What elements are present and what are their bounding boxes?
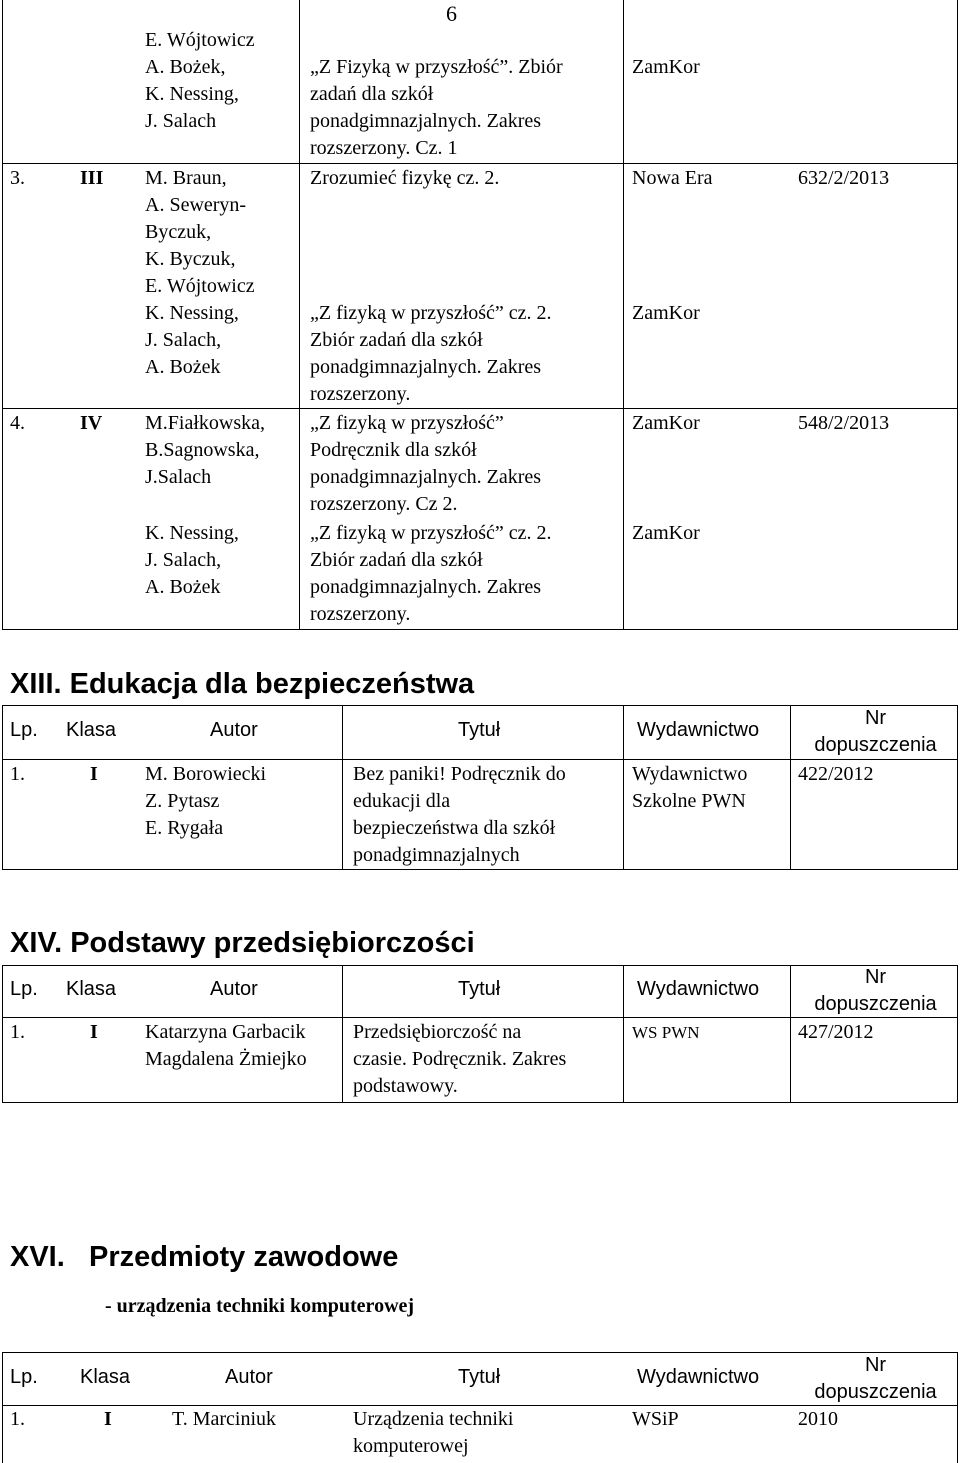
table-cell-wydawnictwo: ZamKor [632, 522, 700, 544]
table-cell-tytul: „Z Fizyką w przyszłość”. Zbiór zadań dla szkół ponadgimnazjalnych. Zakres rozszerzony. Cz. 1 [310, 56, 563, 159]
table-cell-tytul: Przedsiębiorczość na czasie. Podręcznik. Zakres podstawowy. [353, 1021, 567, 1097]
table-cell-nr: 2010 [798, 1408, 838, 1430]
table-cell-wydawnictwo: Nowa Era [632, 167, 713, 189]
table-cell-wydawnictwo: Wydawnictwo Szkolne PWN [632, 763, 748, 812]
table-border [623, 965, 624, 1102]
column-header-nr: Nr dopuszczenia [814, 707, 937, 756]
section-heading-xiii: XIII. Edukacja dla bezpieczeństwa [10, 668, 475, 700]
table-cell-autor: K. Nessing, J. Salach, A. Bożek [145, 302, 239, 378]
table-border [790, 705, 791, 869]
table-border [790, 965, 791, 1102]
column-header-autor: Autor [210, 978, 258, 1000]
table-cell-wydawnictwo: WS PWN [632, 1023, 700, 1042]
table-cell-nr: 548/2/2013 [798, 412, 890, 434]
table-cell-klasa: IV [80, 412, 103, 434]
section-heading-xiv: XIV. Podstawy przedsiębiorczości [10, 927, 475, 959]
table-cell-wydawnictwo: ZamKor [632, 302, 700, 324]
table-cell-nr: 427/2012 [798, 1021, 874, 1043]
table-cell-tytul: „Z fizyką w przyszłość” cz. 2. Zbiór zadań dla szkół ponadgimnazjalnych. Zakres rozszerzony. [310, 302, 552, 405]
column-header-autor: Autor [225, 1366, 273, 1388]
column-header-wydawnictwo: Wydawnictwo [637, 719, 760, 741]
table-border [299, 0, 300, 629]
table-border [957, 0, 958, 629]
table-cell-tytul: „Z fizyką w przyszłość” Podręcznik dla szkół ponadgimnazjalnych. Zakres rozszerzony. Cz 2. [310, 412, 542, 515]
table-cell-tytul: Bez paniki! Podręcznik do edukacji dla bezpieczeństwa dla szkół ponadgimnazjalnych [353, 763, 566, 866]
row-divider [2, 869, 958, 870]
column-header-klasa: Klasa [80, 1366, 131, 1388]
column-header-lp: Lp. [10, 978, 38, 1000]
column-header-tytul: Tytuł [458, 1366, 501, 1388]
column-header-klasa: Klasa [66, 719, 117, 741]
column-header-nr: Nr dopuszczenia [814, 1354, 937, 1403]
table-cell-lp: 1. [10, 763, 25, 785]
table-cell-klasa: III [80, 167, 104, 189]
column-header-autor: Autor [210, 719, 258, 741]
table-border [342, 965, 343, 1102]
row-divider [2, 1102, 958, 1103]
table-border [623, 705, 624, 869]
table-border [957, 1352, 958, 1463]
table-cell-lp: 3. [10, 167, 25, 189]
table-cell-klasa: I [90, 1021, 98, 1043]
table-cell-nr: 632/2/2013 [798, 167, 890, 189]
table-cell-wydawnictwo: ZamKor [632, 56, 700, 78]
column-header-tytul: Tytuł [458, 978, 501, 1000]
page-number: 6 [446, 1, 457, 26]
table-cell-wydawnictwo: ZamKor [632, 412, 700, 434]
table-cell-lp: 4. [10, 412, 25, 434]
row-divider [2, 629, 958, 630]
table-cell-tytul: Urządzenia techniki komputerowej [353, 1408, 514, 1457]
table-cell-klasa: I [104, 1408, 112, 1430]
table-border [2, 705, 3, 869]
table-cell-klasa: I [90, 763, 98, 785]
table-border [957, 965, 958, 1102]
table-cell-autor: M. Braun, A. Seweryn- Byczuk, K. Byczuk, E. Wójtowicz [145, 167, 255, 297]
table-cell-wydawnictwo: WSiP [632, 1408, 679, 1430]
column-header-tytul: Tytuł [458, 719, 501, 741]
column-header-wydawnictwo: Wydawnictwo [637, 978, 760, 1000]
column-header-klasa: Klasa [66, 978, 117, 1000]
table-border [2, 965, 3, 1102]
column-header-nr: Nr dopuszczenia [814, 966, 937, 1015]
row-divider [2, 163, 958, 164]
row-divider [2, 408, 958, 409]
table-cell-lp: 1. [10, 1021, 25, 1043]
section-subheading: - urządzenia techniki komputerowej [105, 1295, 415, 1317]
table-cell-autor: E. Wójtowicz A. Bożek, K. Nessing, J. Salach [145, 29, 255, 132]
column-header-lp: Lp. [10, 1366, 38, 1388]
table-border [623, 0, 624, 629]
table-cell-autor: K. Nessing, J. Salach, A. Bożek [145, 522, 239, 598]
table-cell-autor: M.Fiałkowska, B.Sagnowska, J.Salach [145, 412, 265, 488]
table-cell-autor: T. Marciniuk [172, 1408, 277, 1430]
table-border [342, 705, 343, 869]
row-divider [2, 759, 958, 760]
table-border [957, 705, 958, 869]
table-cell-tytul: „Z fizyką w przyszłość” cz. 2. Zbiór zadań dla szkół ponadgimnazjalnych. Zakres rozszerzony. [310, 522, 552, 625]
table-cell-autor: M. Borowiecki Z. Pytasz E. Rygała [145, 763, 267, 839]
table-border [2, 1352, 3, 1463]
table-border [2, 0, 3, 629]
table-cell-tytul: Zrozumieć fizykę cz. 2. [310, 167, 500, 189]
table-cell-autor: Katarzyna Garbacik Magdalena Żmiejko [145, 1021, 307, 1070]
table-cell-lp: 1. [10, 1408, 25, 1430]
column-header-lp: Lp. [10, 719, 38, 741]
column-header-wydawnictwo: Wydawnictwo [637, 1366, 760, 1388]
section-heading-xvi: XVI. Przedmioty zawodowe [10, 1241, 399, 1273]
table-cell-nr: 422/2012 [798, 763, 874, 785]
